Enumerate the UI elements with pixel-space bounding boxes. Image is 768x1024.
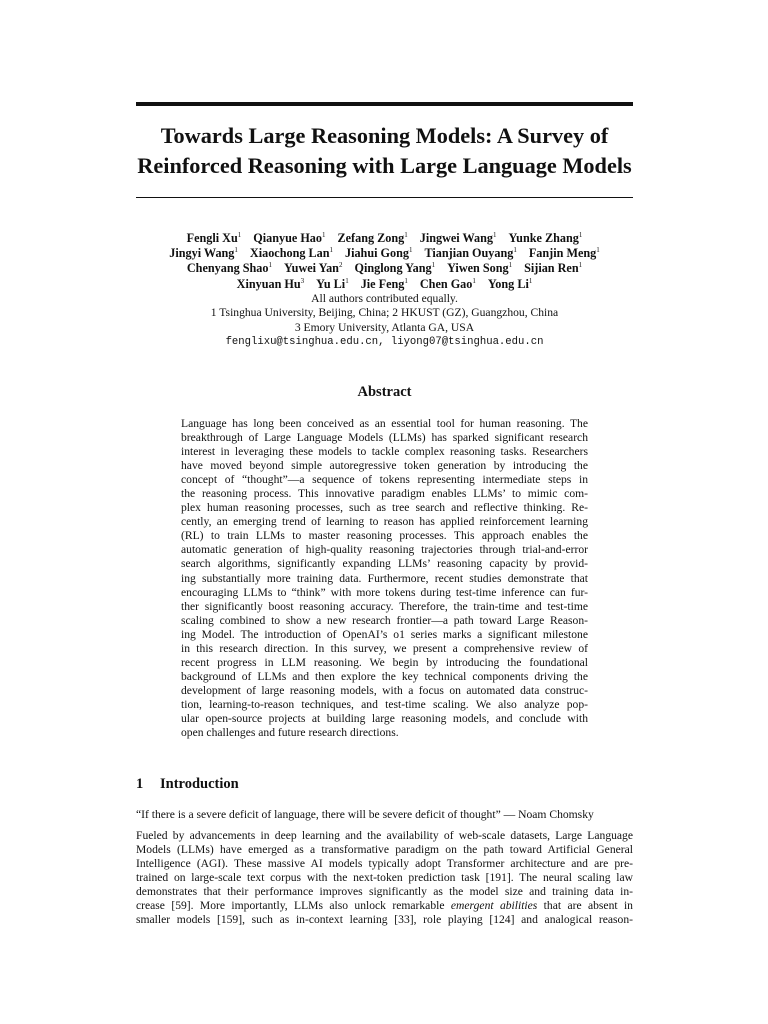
author-name	[253, 231, 325, 246]
affiliation-marker: 1	[234, 246, 238, 255]
author-name-text: Xiaochong Lan	[249, 246, 330, 261]
abstract-line: interest in leveraging these models to tackle complex reasoning tasks. Researchers	[181, 445, 588, 459]
author-name	[425, 246, 517, 261]
author-name	[420, 277, 476, 292]
author-name	[529, 246, 600, 261]
author-name	[250, 246, 333, 261]
author-name-text: Jiahui Gong	[344, 246, 409, 261]
abstract-line: scaling combined to show a new research frontier—a path toward Large Reason-	[181, 613, 588, 627]
author-name	[284, 261, 342, 276]
author-name-text: Yiwen Song	[447, 261, 509, 276]
abstract-line: ular open-source projects at building large reasoning models, and conclude with	[181, 711, 588, 725]
abstract-line: plex human reasoning processes, such as tree search and reflective thinking. Re-	[181, 501, 588, 515]
title-bottom-rule	[136, 197, 633, 198]
author-name	[488, 277, 532, 292]
affiliation-marker: 1	[237, 230, 242, 239]
intro-line: Models (LLMs) have emerged as a transformative paradigm on the path toward Artificial General	[136, 843, 633, 857]
abstract-line: the reasoning process. This innovative paradigm enables LLMs’ to mimic com-	[181, 487, 588, 501]
author-name-text: Yong Li	[487, 276, 529, 291]
contact-emails: fenglixu@tsinghua.edu.cn, liyong07@tsinghua.edu.cn	[225, 335, 544, 348]
author-row	[136, 277, 633, 292]
abstract-line: have moved beyond simple autoregressive token generation by introducing the	[181, 459, 588, 473]
title-top-rule	[136, 102, 633, 106]
intro-line: smaller models [159], such as in-context learning [33], role playing [124] and analogical reason-	[136, 913, 633, 927]
intro-line: Intelligence (AGI). These massive AI models typically adopt Transformer architecture and are pre-	[136, 857, 633, 871]
author-name-text: Yu Li	[316, 276, 346, 291]
author-name	[237, 277, 305, 292]
title-line-1: Towards Large Reasoning Models: A Survey of	[160, 123, 609, 148]
author-name	[524, 261, 582, 276]
author-name-text: Qianyue Hao	[253, 231, 322, 245]
abstract-line: (RL) to train LLMs to master reasoning processes. This approach enables the	[181, 529, 588, 543]
affiliation-marker: 1	[578, 230, 583, 239]
intro-line: trained on large-scale text corpus with the next-token prediction task [191]. The neural scaling law	[136, 871, 633, 885]
affiliations-block	[136, 292, 633, 349]
affiliation-marker: 1	[404, 230, 408, 239]
author-name-text: Zefang Zong	[337, 231, 405, 245]
affiliation-marker: 1	[596, 246, 600, 255]
abstract-line: encouraging LLMs to “think” with more tokens during test-time inference can fur-	[181, 585, 588, 599]
affiliation-marker: 1	[508, 261, 513, 270]
epigraph-quote: “If there is a severe deficit of language, there will be severe deficit of thought” — Noam Chomsky	[136, 808, 594, 821]
section-heading	[136, 775, 239, 793]
emphasized-term: emergent abilities	[450, 899, 538, 913]
intro-line-text: that are absent in	[537, 899, 633, 913]
author-name	[361, 277, 408, 292]
affiliation-line-1: 1 Tsinghua University, Beijing, China; 2 HKUST (GZ), Guangzhou, China	[210, 306, 559, 320]
intro-line: Fueled by advancements in deep learning and the availability of web-scale datasets, Large Language	[136, 829, 633, 842]
abstract-body	[181, 417, 588, 740]
abstract-line: breakthrough of Large Language Models (LLMs) has sparked significant research	[181, 431, 588, 445]
author-name-text: Yunke Zhang	[508, 231, 579, 245]
author-name	[354, 261, 435, 276]
author-name	[508, 231, 582, 246]
author-row	[136, 246, 633, 261]
affiliation-marker: 1	[578, 261, 583, 270]
abstract-line: Language has long been conceived as an essential tool for human reasoning. The	[181, 417, 588, 430]
abstract-line: cently, an emerging trend of learning to reason has applied reinforcement learning	[181, 515, 588, 529]
abstract-line: development of large reasoning models, with a focus on automated data construc-	[181, 683, 588, 697]
section-title: Introduction	[160, 776, 239, 792]
abstract-line: background of LLMs and then explore the key technical components driving the	[181, 669, 588, 683]
author-name	[187, 231, 242, 246]
abstract-line: concept of “thought”—a sequence of tokens representing intermediate steps in	[181, 473, 588, 487]
affiliation-line-2: 3 Emory University, Atlanta GA, USA	[294, 320, 475, 334]
abstract-line: in this research direction. In this survey, we present a comprehensive review of	[181, 641, 588, 655]
author-name	[169, 246, 238, 261]
author-name-text: Chen Gao	[419, 276, 473, 291]
title-line-2: Reinforced Reasoning with Large Language Models	[137, 153, 632, 178]
abstract-line: recent progress in LLM reasoning. We begin by introducing the foundational	[181, 655, 588, 669]
abstract-line: ing Model. The introduction of OpenAI’s o1 series marks a significant milestone	[181, 627, 588, 641]
author-name-text: Tianjian Ouyang	[424, 246, 514, 261]
affiliation-marker: 1	[329, 246, 333, 255]
author-name-text: Jingwei Wang	[419, 231, 493, 245]
author-name-text: Xinyuan Hu	[236, 276, 301, 291]
affiliation-marker: 1	[472, 276, 476, 285]
abstract-heading: Abstract	[357, 384, 412, 400]
affiliation-marker: 1	[528, 276, 533, 285]
author-row	[136, 261, 633, 276]
affiliation-marker: 2	[338, 261, 343, 270]
author-row	[136, 231, 633, 246]
author-name-text: Jingyi Wang	[169, 246, 235, 261]
author-name	[447, 261, 512, 276]
author-list	[136, 231, 633, 292]
author-name	[338, 231, 408, 246]
affiliation-marker: 1	[345, 276, 349, 285]
author-name-text: Chenyang Shao	[186, 261, 269, 276]
paper-title	[136, 121, 633, 181]
affiliation-marker: 3	[300, 276, 305, 285]
abstract-line: search algorithms, significantly expanding LLMs’ reasoning capacity by provid-	[181, 557, 588, 571]
affiliation-marker: 1	[404, 276, 408, 285]
affiliation-marker: 1	[431, 261, 436, 270]
abstract-line: ther significantly boost reasoning accuracy. Therefore, the train-time and test-time	[181, 599, 588, 613]
author-name	[187, 261, 272, 276]
affiliation-marker: 1	[409, 246, 413, 255]
intro-line: demonstrates that their performance improves significantly as the model size and training data in-	[136, 885, 633, 899]
abstract-line: open challenges and future research directions.	[181, 726, 399, 740]
abstract-line: tion, learning-to-reason techniques, and test-time scaling. We also analyze pop-	[181, 697, 588, 711]
author-name	[420, 231, 497, 246]
intro-line	[136, 899, 633, 913]
author-name-text: Yuwei Yan	[283, 261, 339, 276]
author-name-text: Fengli Xu	[186, 231, 238, 245]
equal-contribution-note: All authors contributed equally.	[311, 292, 458, 305]
introduction-body	[136, 829, 633, 927]
author-name-text: Fanjin Meng	[528, 246, 597, 261]
section-number: 1	[136, 776, 144, 792]
affiliation-marker: 1	[492, 230, 497, 239]
author-name	[345, 246, 413, 261]
author-name-text: Qinglong Yang	[354, 261, 432, 276]
affiliation-marker: 1	[513, 246, 517, 255]
author-name-text: Jie Feng	[360, 276, 405, 291]
author-name	[316, 277, 349, 292]
abstract-line: ing substantially more training data. Furthermore, recent studies demonstrate that	[181, 571, 588, 585]
affiliation-marker: 1	[268, 261, 272, 270]
abstract-line: automatic generation of high-quality reasoning trajectories through trial-and-error	[181, 543, 588, 557]
intro-line-text: crease [59]. More importantly, LLMs also unlock remarkable	[136, 899, 451, 913]
author-name-text: Sijian Ren	[524, 261, 579, 276]
affiliation-marker: 1	[322, 230, 326, 239]
